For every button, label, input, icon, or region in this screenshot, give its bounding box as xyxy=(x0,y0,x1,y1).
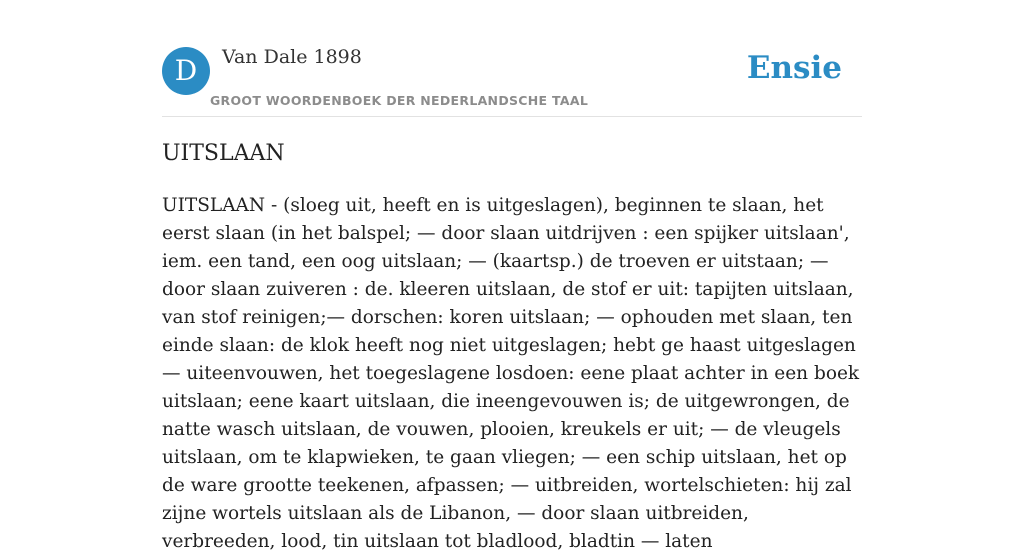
ensie-logo[interactable]: Ensie xyxy=(746,50,842,86)
site-header xyxy=(162,0,862,117)
entry-title: UITSLAAN xyxy=(162,141,285,166)
dictionary-title[interactable]: Van Dale 1898 xyxy=(222,46,362,68)
dictionary-subtitle: GROOT WOORDENBOEK DER NEDERLANDSCHE TAAL xyxy=(210,93,589,108)
entry-definition: UITSLAAN - (sloeg uit, heeft en is uitgeslagen), beginnen te slaan, het eerst slaan (in het balspel; — door slaan uitdrijven : een spijker uitslaan', iem. een tand, een oog uitslaan; — (kaartsp.) de troeven er uitstaan; — door slaan zuiveren : de. kleeren uitslaan, de stof er uit: tapijten uitslaan, van stof reinigen;— dorschen: koren uitslaan; — ophouden met slaan, ten einde slaan: de klok heeft nog niet uitgeslagen; hebt ge haast uitgeslagen — uiteenvouwen, het toegeslagene losdoen: eene plaat achter in een boek uitslaan; eene kaart uitslaan, die ineengevouwen is; de uitgewrongen, de natte wasch uitslaan, de vouwen, plooien, kreukels er uit; — de vleugels uitslaan, om te klapwieken, te gaan vliegen; — een schip uitslaan, het op de ware grootte teekenen, afpassen; — uitbreiden, wortelschieten: hij zal zijne wortels uitslaan als de Libanon, — door slaan uitbreiden, verbreeden, lood, tin uitslaan tot bladlood, bladtin — laten xyxy=(162,195,860,552)
dictionary-logo[interactable]: D xyxy=(162,47,210,95)
